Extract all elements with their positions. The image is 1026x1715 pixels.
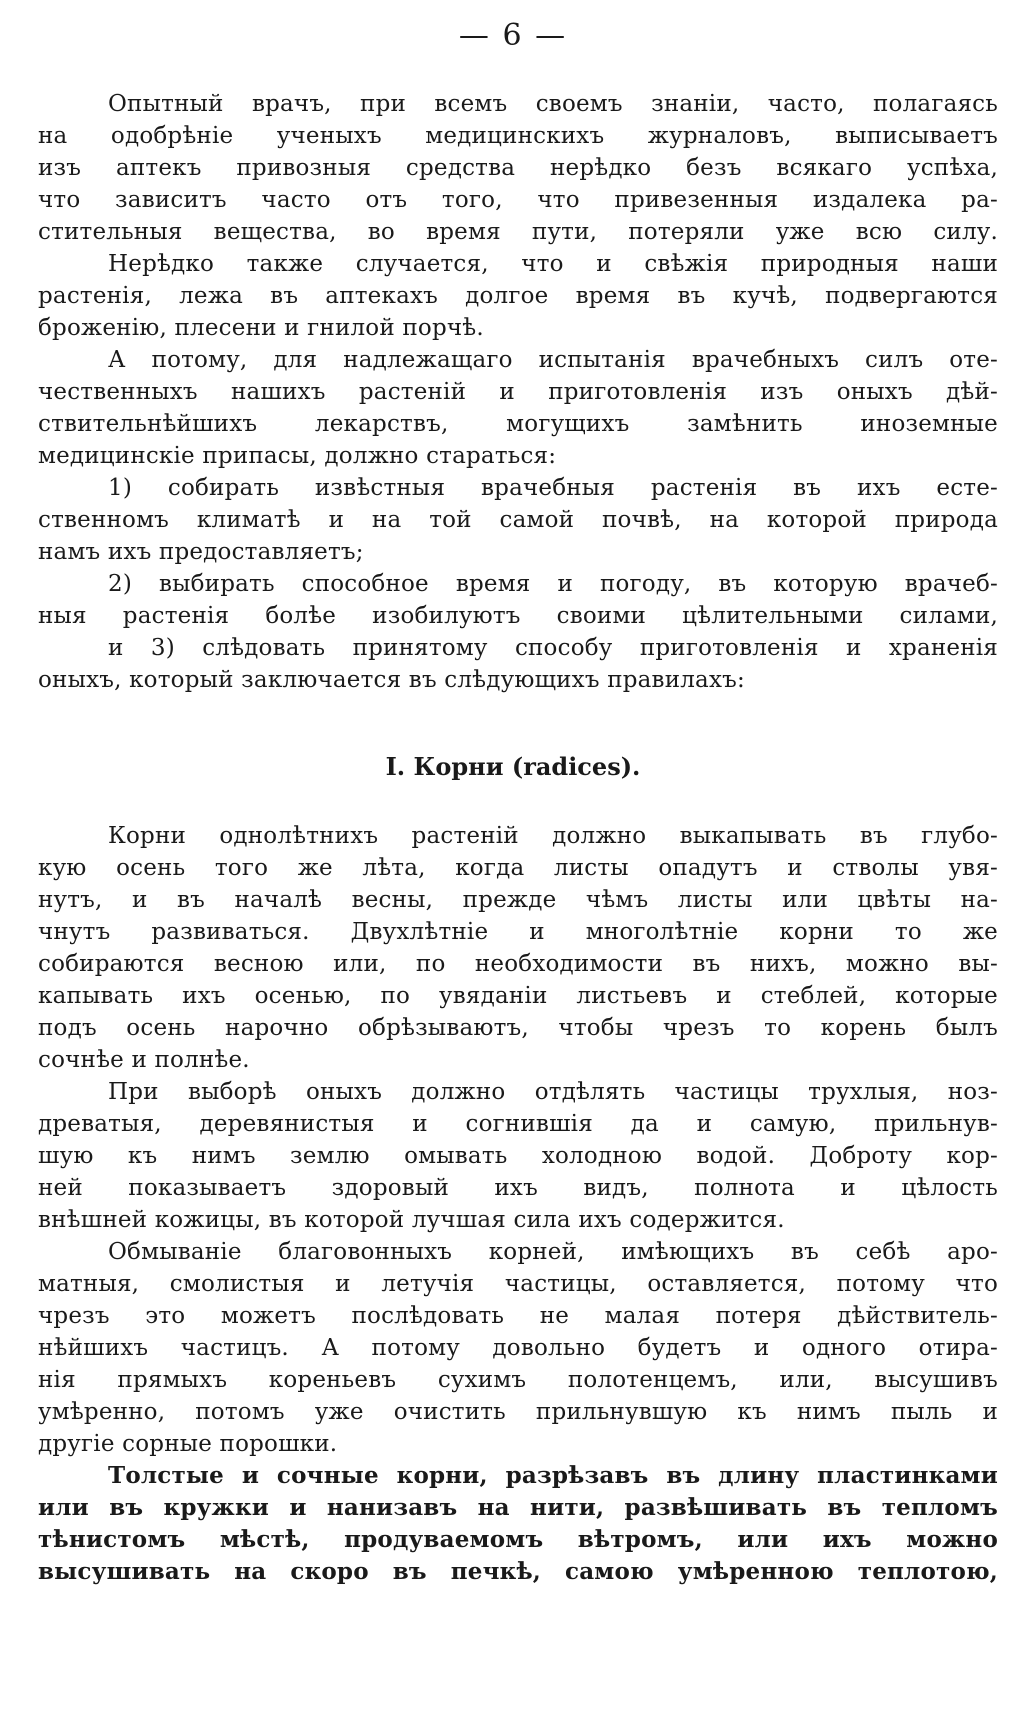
text-line: шую къ нимъ землю омывать холодною водой. Доброту кор- [38, 1143, 998, 1169]
text-line: другіе сорные порошки. [38, 1431, 338, 1457]
text-line: чественныхъ нашихъ растеній и приготовленія изъ оныхъ дѣй- [38, 379, 998, 405]
text-line: Нерѣдко также случается, что и свѣжія природныя наши [108, 251, 998, 277]
text-line: А потому, для надлежащаго испытанія врачебныхъ силъ оте- [108, 347, 998, 373]
roots-text [38, 820, 998, 1588]
text-line: намъ ихъ предоставляетъ; [38, 539, 364, 565]
text-line: внѣшней кожицы, въ которой лучшая сила ихъ содержится. [38, 1207, 785, 1233]
text-line: и 3) слѣдовать принятому способу приготовленія и храненія [108, 635, 998, 661]
text-line: стительныя вещества, во время пути, потеряли уже всю силу. [38, 219, 998, 245]
text-line: сочнѣе и полнѣе. [38, 1047, 250, 1073]
text-line: нѣйшихъ частицъ. А потому довольно будетъ и одного отира- [38, 1335, 998, 1361]
text-line: оныхъ, который заключается въ слѣдующихъ правилахъ: [38, 667, 745, 693]
text-line: что зависитъ часто отъ того, что привезенныя издалека ра- [38, 187, 998, 213]
text-line: ныя растенія болѣе изобилуютъ своими цѣлительными силами, [38, 603, 998, 629]
text-line: тѣнистомъ мѣстѣ, продуваемомъ вѣтромъ, или ихъ можно [38, 1526, 998, 1553]
text-line: Обмываніе благовонныхъ корней, имѣющихъ въ себѣ аро- [108, 1239, 998, 1265]
text-line: собираются весною или, по необходимости въ нихъ, можно вы- [38, 951, 998, 977]
text-line: ней показываетъ здоровый ихъ видъ, полнота и цѣлость [38, 1175, 998, 1201]
text-line: нія прямыхъ кореньевъ сухимъ полотенцемъ, или, высушивъ [38, 1367, 998, 1393]
text-line: высушивать на скоро въ печкѣ, самою умѣренною теплотою, [38, 1558, 998, 1585]
text-line: броженію, плесени и гнилой порчѣ. [38, 315, 484, 341]
text-line: ственномъ климатѣ и на той самой почвѣ, на которой природа [38, 507, 998, 533]
text-line: чнутъ развиваться. Двухлѣтніе и многолѣтніе корни то же [38, 919, 998, 945]
text-line: нутъ, и въ началѣ весны, прежде чѣмъ листы или цвѣты на- [38, 887, 998, 913]
text-line: кую осень того же лѣта, когда листы опадутъ и стволы увя- [38, 855, 998, 881]
text-line: Опытный врачъ, при всемъ своемъ знаніи, часто, полагаясь [108, 91, 998, 117]
text-line: изъ аптекъ привозныя средства нерѣдко безъ всякаго успѣха, [38, 155, 998, 181]
text-line: Корни однолѣтнихъ растеній должно выкапывать въ глубо- [108, 823, 998, 849]
text-line: чрезъ это можетъ послѣдовать не малая потеря дѣйствитель- [38, 1303, 998, 1329]
text-line: медицинскіе припасы, должно стараться: [38, 443, 557, 469]
text-line: ствительнѣйшихъ лекарствъ, могущихъ замѣнить иноземные [38, 411, 998, 437]
text-line: или въ кружки и нанизавъ на нити, развѣшивать въ тепломъ [38, 1494, 998, 1521]
text-line: подъ осень нарочно обрѣзываютъ, чтобы чрезъ то корень былъ [38, 1015, 998, 1041]
section-heading: I. Корни (radices). [385, 752, 641, 781]
text-line: растенія, лежа въ аптекахъ долгое время въ кучѣ, подвергаются [38, 283, 998, 309]
page-number: — 6 — [458, 18, 568, 53]
text-line: 1) собирать извѣстныя врачебныя растенія въ ихъ есте- [108, 475, 998, 501]
intro-text [38, 88, 998, 696]
text-line: матныя, смолистыя и летучія частицы, оставляется, потому что [38, 1271, 998, 1297]
text-line: Толстые и сочные корни, разрѣзавъ въ длину пластинками [108, 1462, 998, 1489]
text-line: При выборѣ оныхъ должно отдѣлять частицы трухлыя, ноз- [108, 1079, 998, 1105]
text-line: 2) выбирать способное время и погоду, въ которую врачеб- [108, 571, 998, 597]
text-line: капывать ихъ осенью, по увяданіи листьевъ и стеблей, которые [38, 983, 998, 1009]
text-line: древатыя, деревянистыя и согнившія да и самую, прильнув- [38, 1111, 998, 1137]
text-line: умѣренно, потомъ уже очистить прильнувшую къ нимъ пыль и [38, 1399, 998, 1425]
text-line: на одобрѣніе ученыхъ медицинскихъ журналовъ, выписываетъ [38, 123, 998, 149]
